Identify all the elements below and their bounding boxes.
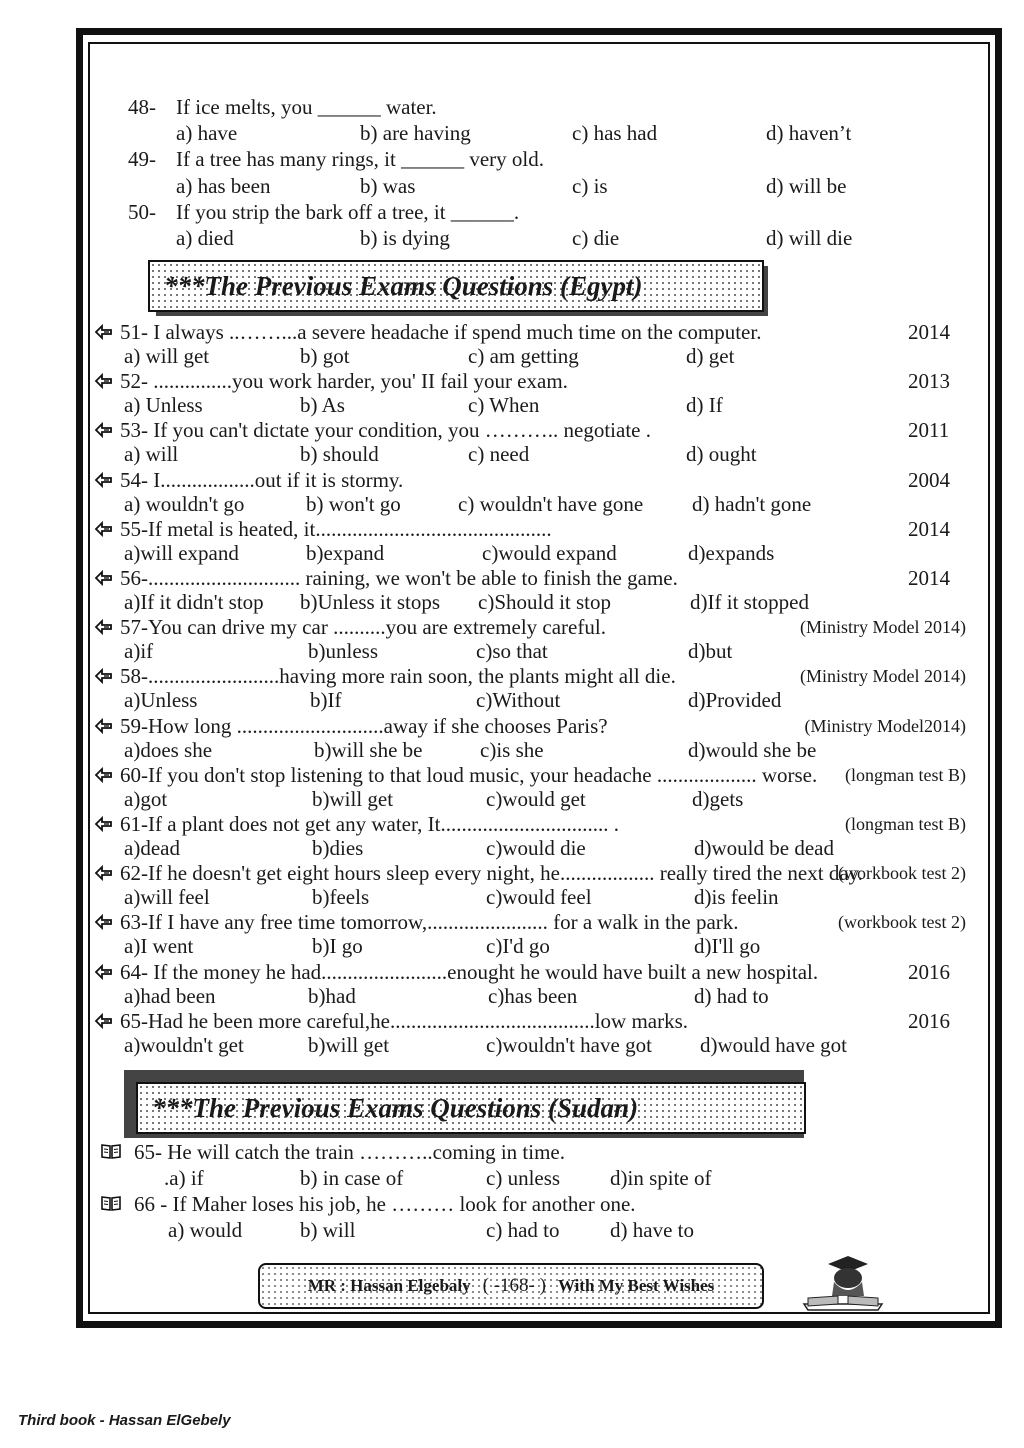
question-49-number: 49-: [128, 147, 156, 171]
question-stem: 53- If you can't dictate your condition, you ……….. negotiate .: [120, 418, 651, 443]
question-sudan-66-option-d: d) have to: [610, 1218, 694, 1242]
answer-option: d) If: [686, 393, 723, 418]
answer-option: a)Unless: [124, 688, 198, 713]
question-48-stem: If ice melts, you ______ water.: [176, 95, 437, 119]
question-sudan-66-option-c: c) had to: [486, 1218, 560, 1242]
question-stem: 65-Had he been more careful,he.......................................low marks.: [120, 1008, 689, 1033]
answer-option: d)I'll go: [694, 934, 761, 959]
bottom-caption: Third book - Hassan ElGebely: [18, 1412, 231, 1429]
answer-option: a)If it didn't stop: [124, 590, 264, 614]
question-50-option-c: c) die: [572, 226, 620, 250]
answer-option: d)Provided: [688, 688, 782, 713]
question-source: (workbook test 2): [838, 912, 966, 933]
hand-pointer-icon: [94, 1012, 114, 1030]
answer-option: c)is she: [480, 737, 544, 762]
section-sudan-heading: [136, 1082, 806, 1134]
answer-option: d) ought: [686, 442, 757, 467]
answer-option: a) Unless: [124, 393, 203, 418]
graduate-illustration-icon: [798, 1252, 888, 1316]
page-number: ( -168- ): [482, 1275, 546, 1296]
hand-pointer-icon: [94, 471, 114, 489]
answer-option: a)got: [124, 786, 168, 811]
question-50-option-b: b) is dying: [360, 226, 450, 250]
answer-option: d) get: [686, 344, 735, 368]
question-50-number: 50-: [128, 200, 156, 224]
section-egypt-title: ***The Previous Exams Questions (Egypt): [164, 270, 643, 301]
question-source: 2014: [908, 516, 950, 541]
question-source: (Ministry Model 2014): [800, 617, 966, 638]
question-source: (workbook test 2): [838, 863, 966, 884]
question-source: 2016: [908, 959, 950, 984]
answer-option: c)wouldn't have got: [486, 1032, 652, 1057]
hand-pointer-icon: [94, 569, 114, 587]
question-sudan-66-option-a: a) would: [168, 1218, 243, 1242]
answer-option: c) wouldn't have gone: [458, 491, 644, 516]
question-sudan-65-option-d: d)in spite of: [610, 1166, 712, 1190]
question-49-option-a: a) has been: [176, 174, 271, 198]
question-source: 2014: [908, 320, 950, 344]
question-sudan-66-stem: 66 - If Maher loses his job, he ……… look for another one.: [134, 1192, 636, 1216]
hand-pointer-icon: [94, 421, 114, 439]
answer-option: c) When: [468, 393, 540, 418]
answer-option: a)will feel: [124, 885, 210, 910]
answer-option: b)had: [308, 983, 356, 1008]
question-source: 2004: [908, 467, 950, 492]
answer-option: b) should: [300, 442, 379, 467]
footer-wishes: With My Best Wishes: [557, 1276, 715, 1295]
answer-option: c)I'd go: [486, 934, 550, 959]
answer-option: b)unless: [308, 639, 378, 664]
answer-option: a) will: [124, 442, 179, 467]
answer-option: a)wouldn't get: [124, 1032, 244, 1057]
answer-option: c)would expand: [482, 540, 617, 565]
question-48-option-d: d) haven’t: [766, 121, 852, 145]
question-49-stem: If a tree has many rings, it ______ very old.: [176, 147, 544, 171]
question-49-option-c: c) is: [572, 174, 608, 198]
answer-option: d)would she be: [688, 737, 817, 762]
question-stem: 54- I..................out if it is stormy.: [120, 467, 404, 492]
question-49-option-d: d) will be: [766, 174, 847, 198]
question-stem: 55-If metal is heated, it.............................................: [120, 516, 552, 541]
question-49-option-b: b) was: [360, 174, 416, 198]
answer-option: c)so that: [476, 639, 548, 664]
answer-option: c)Without: [476, 688, 561, 713]
answer-option: d)but: [688, 639, 733, 664]
question-48-option-a: a) have: [176, 121, 238, 145]
section-egypt-heading: [148, 260, 764, 312]
question-source: (longman test B): [845, 814, 966, 834]
answer-option: b)dies: [312, 836, 364, 860]
question-48-number: 48-: [128, 95, 156, 119]
hand-pointer-icon: [94, 963, 114, 981]
question-stem: 62-If he doesn't get eight hours sleep every night, he.................. really tired the next day.: [120, 861, 864, 886]
hand-pointer-icon: [94, 323, 114, 341]
footer-banner: [258, 1263, 764, 1309]
book-icon: [100, 1194, 122, 1212]
answer-option: c)Should it stop: [478, 590, 612, 614]
answer-option: a)will expand: [124, 540, 239, 565]
answer-option: d)gets: [692, 786, 744, 811]
answer-option: a)dead: [124, 836, 180, 860]
answer-option: a) will get: [124, 344, 210, 368]
answer-option: b) got: [300, 344, 350, 368]
question-sudan-65-stem: 65- He will catch the train ………..coming in time.: [134, 1140, 565, 1164]
hand-pointer-icon: [94, 618, 114, 636]
answer-option: c) am getting: [468, 344, 579, 368]
book-icon: [100, 1142, 122, 1160]
question-source: (Ministry Model 2014): [800, 666, 966, 687]
answer-option: b)I go: [312, 934, 363, 959]
question-50-option-d: d) will die: [766, 226, 853, 250]
answer-option: b) As: [300, 393, 345, 418]
answer-option: a)does she: [124, 737, 213, 762]
answer-option: b)expand: [306, 540, 385, 565]
question-stem: 56-............................. raining, we won't be able to finish the game.: [120, 566, 678, 590]
question-source: 2016: [908, 1008, 950, 1033]
question-stem: 60-If you don't stop listening to that loud music, your headache ................... worse.: [120, 762, 818, 787]
answer-option: a)I went: [124, 934, 194, 959]
section-sudan-title: ***The Previous Exams Questions (Sudan): [152, 1092, 639, 1123]
question-source: 2013: [908, 369, 950, 394]
answer-option: d)is feelin: [694, 885, 779, 910]
answer-option: d) had to: [694, 983, 769, 1008]
question-sudan-65-option-b: b) in case of: [300, 1166, 404, 1190]
question-source: 2014: [908, 566, 950, 590]
question-50-option-a: a) died: [176, 226, 234, 250]
question-stem: 52- ...............you work harder, you' II fail your exam.: [120, 369, 568, 394]
hand-pointer-icon: [94, 864, 114, 882]
question-source: (longman test B): [845, 764, 966, 785]
question-stem: 63-If I have any free time tomorrow,....................... for a walk in the park.: [120, 910, 739, 935]
answer-option: c) need: [468, 442, 530, 467]
question-stem: 58-.........................having more rain soon, the plants might all die.: [120, 664, 676, 689]
hand-pointer-icon: [94, 667, 114, 685]
hand-pointer-icon: [94, 372, 114, 390]
question-stem: 59-How long ............................away if she chooses Paris?: [120, 713, 608, 738]
question-sudan-66-option-b: b) will: [300, 1218, 356, 1242]
answer-option: b)will get: [312, 786, 394, 811]
question-stem: 57-You can drive my car ..........you are extremely careful.: [120, 615, 606, 640]
answer-option: b) won't go: [306, 491, 401, 516]
question-stem: 64- If the money he had........................enought he would have built a new hospital.: [120, 959, 819, 984]
question-source: 2011: [908, 418, 950, 443]
footer-author: MR : Hassan Elgebaly: [307, 1276, 471, 1295]
hand-pointer-icon: [94, 815, 114, 833]
hand-pointer-icon: [94, 913, 114, 931]
answer-option: a)if: [124, 639, 154, 664]
question-stem: 61-If a plant does not get any water, It................................ .: [120, 812, 619, 836]
answer-option: d)If it stopped: [690, 590, 809, 614]
answer-option: a)had been: [124, 983, 216, 1008]
answer-option: b)If: [310, 688, 342, 713]
question-stem: 51- I always ..……...a severe headache if spend much time on the computer.: [120, 320, 762, 344]
answer-option: c)would feel: [486, 885, 592, 910]
answer-option: a) wouldn't go: [124, 491, 245, 516]
answer-option: c)would get: [486, 786, 586, 811]
question-48-option-c: c) has had: [572, 121, 658, 145]
answer-option: d)would be dead: [694, 836, 834, 860]
question-source: (Ministry Model2014): [804, 715, 966, 736]
question-sudan-65-option-c: c) unless: [486, 1166, 561, 1190]
answer-option: d)expands: [688, 540, 775, 565]
hand-pointer-icon: [94, 717, 114, 735]
answer-option: d)would have got: [700, 1032, 847, 1057]
answer-option: c)would die: [486, 836, 586, 860]
hand-pointer-icon: [94, 520, 114, 538]
answer-option: c)has been: [488, 983, 578, 1008]
answer-option: b)Unless it stops: [300, 590, 441, 614]
question-50-stem: If you strip the bark off a tree, it ______.: [176, 200, 520, 224]
answer-option: b)feels: [312, 885, 370, 910]
answer-option: d) hadn't gone: [692, 491, 812, 516]
question-sudan-65-option-a: .a) if: [164, 1166, 204, 1190]
answer-option: b)will get: [308, 1032, 390, 1057]
question-48-option-b: b) are having: [360, 121, 471, 145]
answer-option: b)will she be: [314, 737, 423, 762]
hand-pointer-icon: [94, 766, 114, 784]
